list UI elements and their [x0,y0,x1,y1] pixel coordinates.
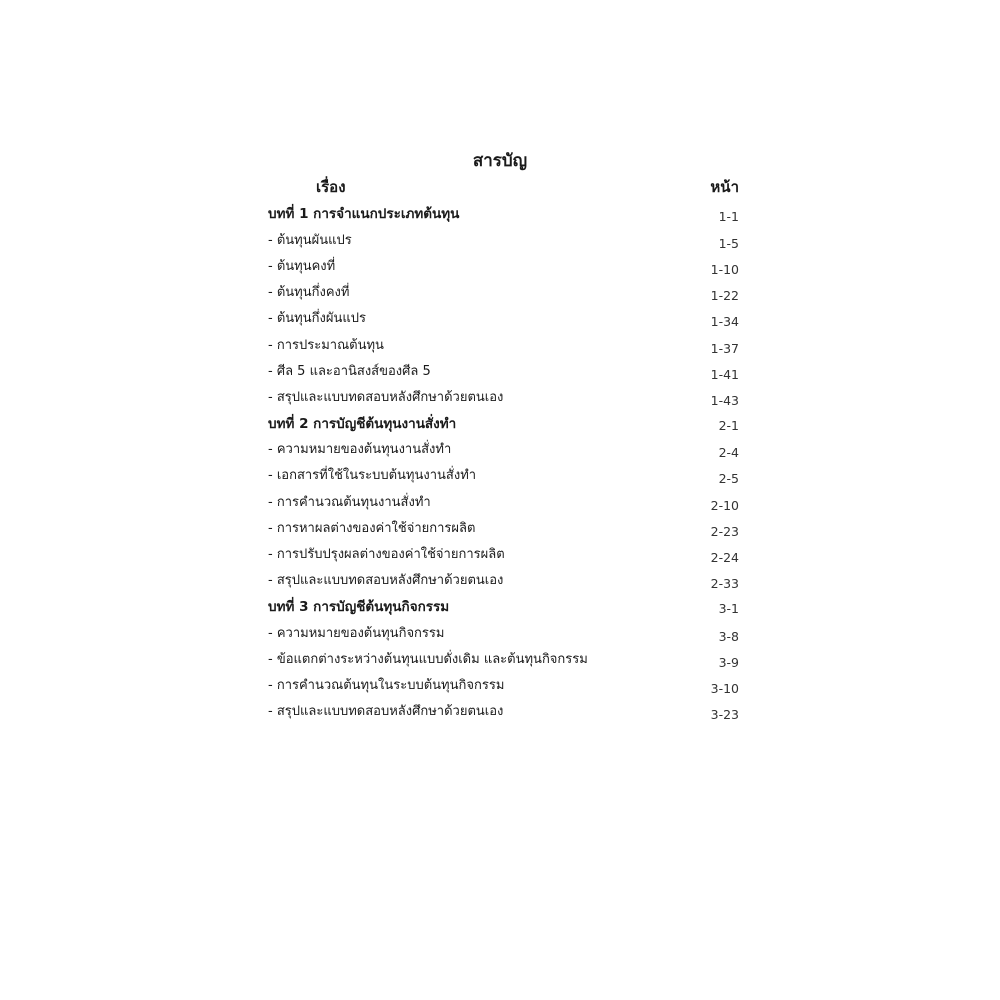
page-number: 3-10 [710,680,739,696]
toc-item-row [268,567,739,593]
section-title: - ต้นทุนคงที่ [268,258,336,274]
page-number: 1-43 [710,392,739,408]
toc-item-row [268,226,739,252]
section-title: - สรุปและแบบทดสอบหลังศึกษาด้วยตนเอง [268,573,504,589]
section-title: - การประมาณต้นทุน [268,337,384,353]
chapter-title: บทที่ 1 การจำแนกประเภทต้นทุน [268,206,460,223]
page-number: 3-9 [718,654,739,670]
page-number: 1-37 [710,340,739,356]
page-number: 2-5 [718,471,739,487]
section-title: - ต้นทุนกึ่งผันแปร [268,311,366,327]
page-number: 2-10 [710,497,739,513]
section-title: - การปรับปรุงผลต่างของค่าใช้จ่ายการผลิต [268,547,505,563]
toc-item-row [268,698,739,724]
toc-item-row [268,383,739,409]
page-number: 1-10 [710,261,739,277]
topic-column-header: เรื่อง [316,178,346,196]
toc-chapter-row [268,200,739,226]
toc-item-row [268,540,739,566]
page-number: 3-8 [718,628,739,644]
page-number: 2-23 [710,523,739,539]
toc-chapter-row [268,593,739,619]
section-title: - ความหมายของต้นทุนงานสั่งทำ [268,442,452,458]
section-title: - ข้อแตกต่างระหว่างต้นทุนแบบดั่งเดิม และต้นทุนกิจกรรม [268,651,588,667]
toc-chapter-row [268,410,739,436]
page-number: 2-24 [710,550,739,566]
page-title: สารบัญ [472,151,528,171]
section-title: - การคำนวณต้นทุนในระบบต้นทุนกิจกรรม [268,677,505,693]
page-number: 1-22 [710,288,739,304]
page-number: 1-5 [718,235,739,251]
page-number: 1-34 [710,314,739,330]
table-of-contents [268,200,739,724]
page-number: 3-23 [710,707,739,723]
toc-item-row [268,462,739,488]
toc-item-row [268,305,739,331]
page-number: 2-4 [718,445,739,461]
toc-item-row [268,645,739,671]
section-title: - การหาผลต่างของค่าใช้จ่ายการผลิต [268,520,476,536]
page-column-header: หน้า [710,178,739,196]
toc-item-row [268,514,739,540]
section-title: - การคำนวณต้นทุนงานสั่งทำ [268,494,431,510]
page-number: 2-33 [710,576,739,592]
toc-item-row [268,671,739,697]
toc-item-row [268,619,739,645]
page-number: 3-1 [718,601,739,617]
chapter-title: บทที่ 2 การบัญชีต้นทุนงานสั่งทำ [268,415,457,432]
page-number: 1-41 [710,366,739,382]
page-number: 2-1 [718,418,739,434]
section-title: - สรุปและแบบทดสอบหลังศึกษาด้วยตนเอง [268,704,504,720]
page-number: 1-1 [718,208,739,224]
section-title: - ต้นทุนกึ่งคงที่ [268,285,350,301]
toc-item-row [268,436,739,462]
section-title: - สรุปและแบบทดสอบหลังศึกษาด้วยตนเอง [268,389,504,405]
toc-item-row [268,488,739,514]
section-title: - ต้นทุนผันแปร [268,232,352,248]
section-title: - ศีล 5 และอานิสงส์ของศีล 5 [268,363,431,379]
section-title: - เอกสารที่ใช้ในระบบต้นทุนงานสั่งทำ [268,468,477,484]
toc-item-row [268,357,739,383]
toc-item-row [268,331,739,357]
chapter-title: บทที่ 3 การบัญชีต้นทุนกิจกรรม [268,598,450,615]
section-title: - ความหมายของต้นทุนกิจกรรม [268,625,445,641]
toc-item-row [268,279,739,305]
toc-item-row [268,252,739,278]
